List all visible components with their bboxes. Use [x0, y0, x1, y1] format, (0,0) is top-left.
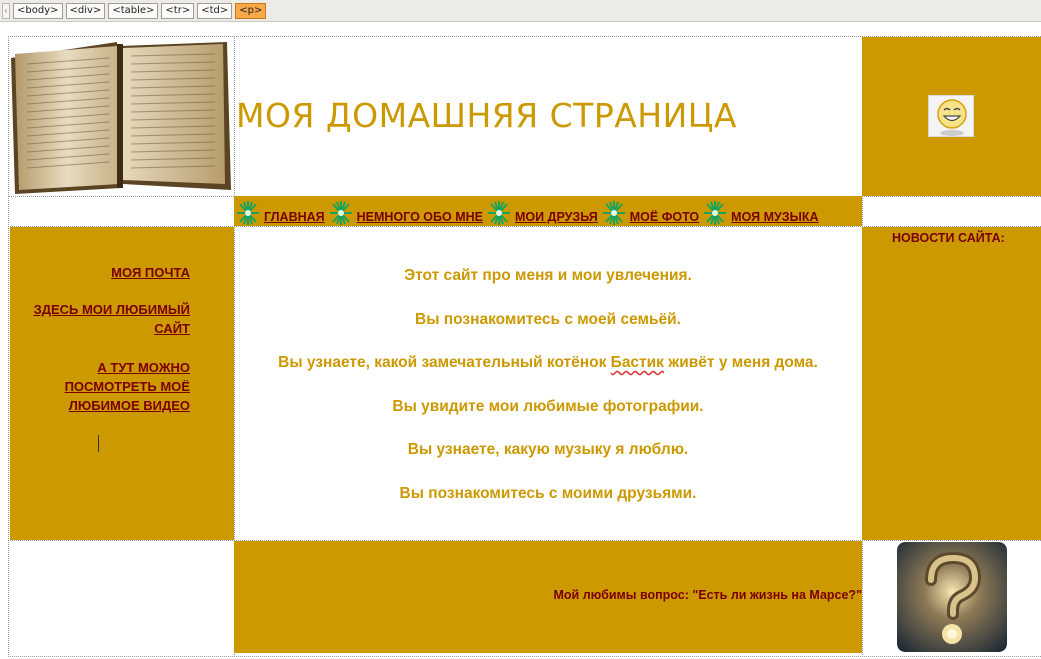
- nav-item-photo[interactable]: [602, 200, 699, 226]
- green-star-icon: [236, 200, 260, 226]
- content-line: Вы узнаете, какую музыку я люблю.: [407, 441, 689, 458]
- misspelled-word: Бастик: [610, 354, 664, 371]
- nav-link-photo[interactable]: МОЁ ФОТО: [629, 210, 700, 224]
- question-mark-icon: [897, 542, 1007, 652]
- green-star-icon: [329, 200, 353, 226]
- table-guide: [8, 656, 1041, 657]
- nav-item-home[interactable]: [236, 200, 325, 226]
- content-line: Вы познакомитесь с моими друзьями.: [399, 485, 697, 502]
- text-cursor: [98, 435, 99, 452]
- tag-bar-scroll-left[interactable]: ‹: [2, 3, 10, 19]
- sidebar-link-favorite-video[interactable]: А ТУТ МОЖНО ПОСМОТРЕТЬ МОЁ ЛЮБИМОЕ ВИДЕО: [64, 360, 190, 413]
- table-guide: [8, 196, 234, 197]
- tag-body[interactable]: <body>: [13, 3, 63, 19]
- content-line: [234, 354, 862, 372]
- green-star-icon: [602, 200, 626, 226]
- main-content: [234, 227, 862, 540]
- nav-bar: [234, 196, 862, 226]
- page-title: МОЯ ДОМАШНЯЯ СТРАНИЦА: [236, 96, 737, 135]
- nav-link-about[interactable]: НЕМНОГО ОБО МНЕ: [356, 210, 483, 224]
- green-star-icon: [487, 200, 511, 226]
- table-guide: [862, 196, 1041, 197]
- sidebar-link-favorite-site[interactable]: ЗДЕСЬ МОИ ЛЮБИМЫЙ САЙТ: [33, 302, 190, 336]
- content-line: Вы познакомитесь с моей семьёй.: [415, 311, 681, 328]
- sidebar-link-mail[interactable]: МОЯ ПОЧТА: [111, 265, 190, 280]
- content-text: живёт у меня дома.: [668, 354, 818, 371]
- tag-div[interactable]: <div>: [66, 3, 106, 19]
- nav-item-about[interactable]: [329, 200, 483, 226]
- news-panel: [862, 227, 1041, 540]
- tag-table[interactable]: <table>: [108, 3, 158, 19]
- nav-item-friends[interactable]: [487, 200, 598, 226]
- nav-link-home[interactable]: ГЛАВНАЯ: [264, 210, 325, 224]
- nav-link-music[interactable]: МОЯ МУЗЫКА: [731, 210, 819, 224]
- tag-selector-bar: [0, 0, 1041, 22]
- content-text: Вы узнаете, какой замечательный котёнок: [278, 354, 607, 371]
- content-line: Этот сайт про меня и мои увлечения.: [404, 267, 692, 284]
- left-sidebar: [10, 227, 234, 540]
- tag-tr[interactable]: <tr>: [161, 3, 194, 19]
- footer-question-panel: [234, 541, 862, 653]
- news-title: НОВОСТИ САЙТА:: [892, 231, 1005, 245]
- nav-item-music[interactable]: [703, 200, 818, 226]
- smiley-icon: [928, 95, 974, 137]
- tag-td[interactable]: <td>: [197, 3, 232, 19]
- footer-question: Мой любимы вопрос: "Есть ли жизнь на Марсе?": [553, 588, 862, 602]
- open-book-image: [9, 38, 234, 196]
- content-line: Вы увидите мои любимые фотографии.: [392, 398, 704, 415]
- green-star-icon: [703, 200, 727, 226]
- tag-p-active[interactable]: <p>: [235, 3, 266, 19]
- nav-link-friends[interactable]: МОИ ДРУЗЬЯ: [514, 210, 598, 224]
